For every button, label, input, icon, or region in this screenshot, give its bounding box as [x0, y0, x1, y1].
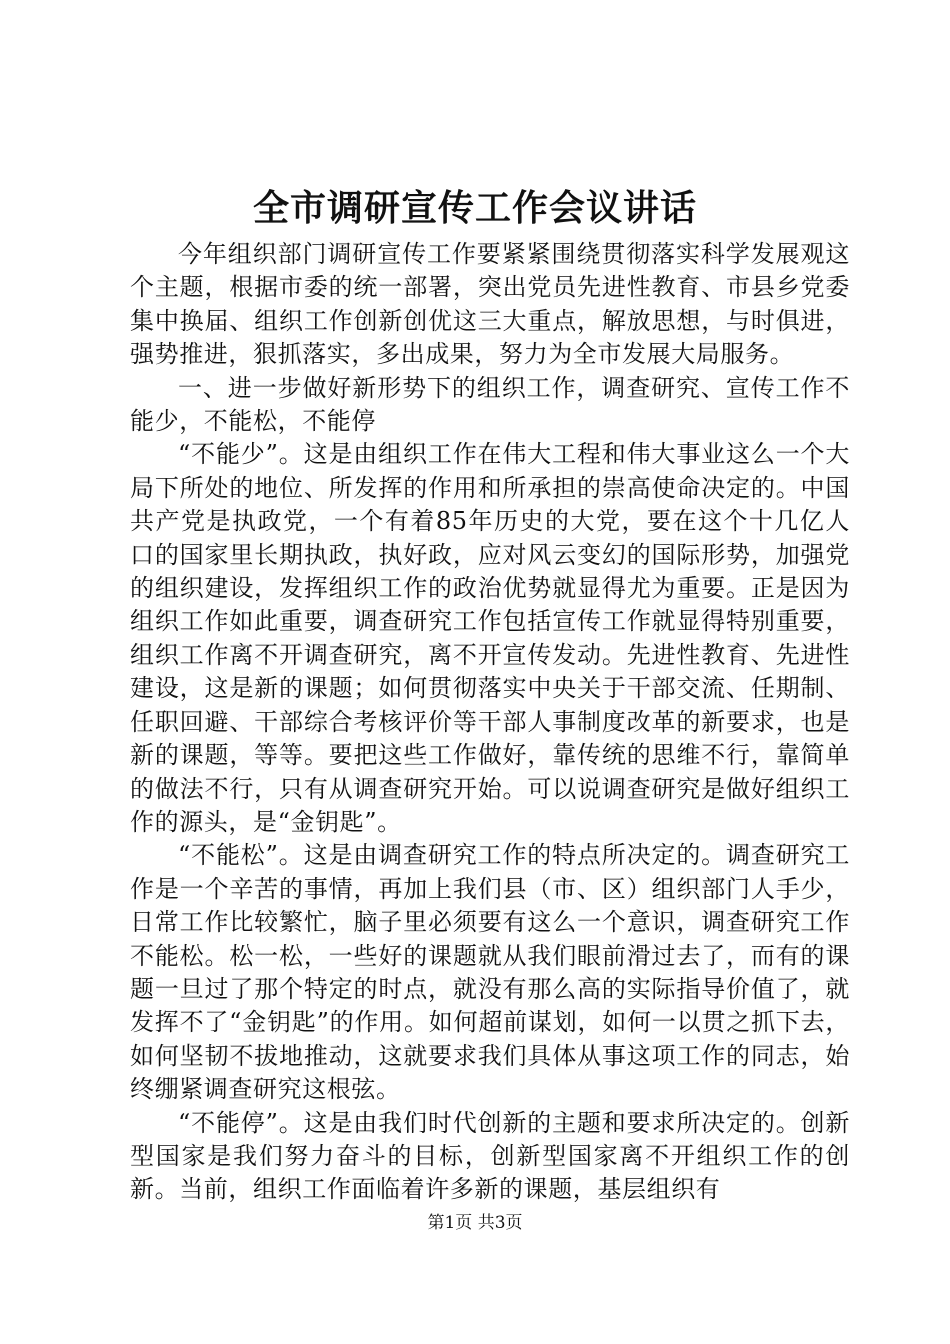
document-title: 全市调研宣传工作会议讲话	[252, 187, 697, 229]
paragraph-bu-neng-shao: “不能少”。这是由组织工作在伟大工程和伟大事业这么一个大局下所处的地位、所发挥的作用和所承担的崇高使命决定的。中国共产党是执政党，一个有着85年历史的大党，要在这个十几亿人口的国家里长期执政，执好政，应对风云变幻的国际形势，加强党的组织建设，发挥组织工作的政治优势就显得尤为重要。正是因为组织工作如此重要，调查研究工作包括宣传工作就显得特别重要，组织工作离不开调查研究，离不开宣传发动。先进性教育、先进性建设，这是新的课题；如何贯彻落实中央关于干部交流、任期制、任职回避、干部综合考核评价等干部人事制度改革的新要求，也是新的课题，等等。要把这些工作做好，靠传统的思维不行，靠简单的做法不行，只有从调查研究开始。可以说调查研究是做好组织工作的源头，是“金钥匙”。	[130, 440, 850, 836]
paragraph-bu-neng-song: “不能松”。这是由调查研究工作的特点所决定的。调查研究工作是一个辛苦的事情，再加上我们县（市、区）组织部门人手少，日常工作比较繁忙，脑子里必须要有这么一个意识，调查研究工作不能松。松一松，一些好的课题就从我们眼前滑过去了，而有的课题一旦过了那个特定的时点，就没有那么高的实际指导价值了，就发挥不了“金钥匙”的作用。如何超前谋划，如何一以贯之抓下去，如何坚韧不拔地推动，这就要求我们具体从事这项工作的同志，始终绷紧调查研究这根弦。	[130, 841, 850, 1104]
paragraph-bu-neng-ting: “不能停”。这是由我们时代创新的主题和要求所决定的。创新型国家是我们努力奋斗的目标，创新型国家离不开组织工作的创新。当前，组织工作面临着许多新的课题，基层组织有	[130, 1108, 850, 1204]
paragraph-intro: 今年组织部门调研宣传工作要紧紧围绕贯彻落实科学发展观这个主题，根据市委的统一部署，突出党员先进性教育、市县乡党委集中换届、组织工作创新创优这三大重点，解放思想，与时俱进，强势推进，狠抓落实，多出成果，努力为全市发展大局服务。	[130, 240, 850, 369]
page-number-footer: 第1页 共3页	[427, 1213, 523, 1233]
section-heading-1: 一、进一步做好新形势下的组织工作，调查研究、宣传工作不能少，不能松，不能停	[130, 373, 850, 436]
document-body	[130, 238, 850, 1207]
